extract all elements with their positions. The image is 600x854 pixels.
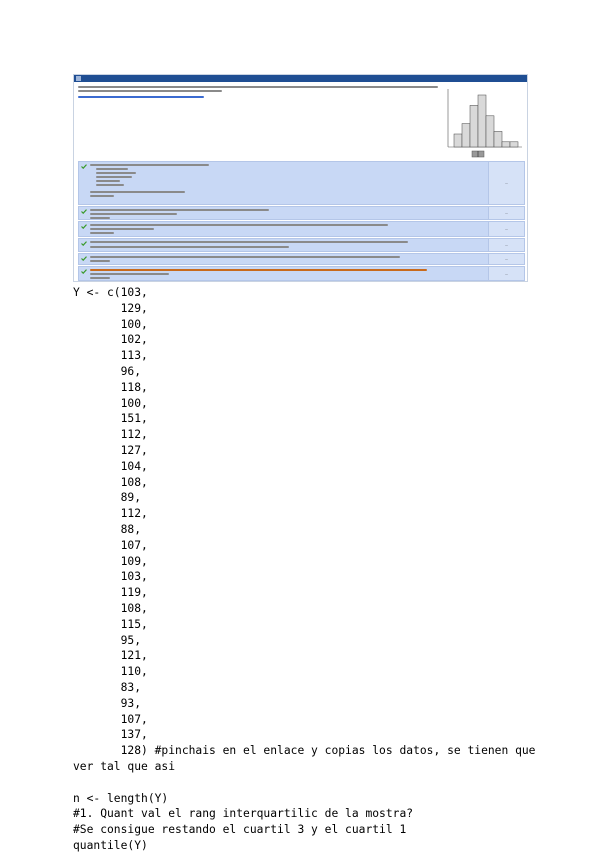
code-line: n <- length(Y) [73,791,169,805]
code-line: 115, [73,617,148,631]
code-line: 103, [73,570,148,584]
quiz-answer-5: — [488,254,524,264]
code-line: 109, [73,554,148,568]
quiz-question-2 [78,206,525,220]
quiz-header-icon [76,76,81,81]
code-line: 100, [73,396,148,410]
code-line: quantile(Y) [73,838,148,852]
code-line: 95, [73,633,142,647]
code-line: 88, [73,522,142,536]
histogram-bar [486,116,494,147]
code-line: 113, [73,349,148,363]
histogram-bar [454,134,462,147]
check-icon [81,164,87,169]
quiz-answer-6: — [488,267,524,280]
quiz-answer-1: — [488,162,524,204]
code-line: 121, [73,649,148,663]
quiz-question-4 [78,238,525,252]
code-line: 93, [73,696,142,710]
quiz-header-bar [74,75,527,82]
check-icon [81,269,87,274]
check-icon [81,241,87,246]
code-line: 119, [73,586,148,600]
histogram-bar [510,142,518,147]
code-line: ver tal que asi [73,759,176,773]
code-line: 89, [73,491,142,505]
code-line: 102, [73,333,148,347]
quiz-answer-2: — [488,207,524,219]
check-icon [81,256,87,261]
code-line: 110, [73,665,148,679]
quiz-intro-text [78,86,438,100]
code-line: 118, [73,380,148,394]
histogram-bar [462,124,470,147]
code-line: 100, [73,317,148,331]
check-icon [81,224,87,229]
histogram-bar [494,131,502,147]
code-line: 107, [73,538,148,552]
histogram-bar [502,142,510,147]
code-line: 83, [73,680,142,694]
code-line: 129, [73,301,148,315]
code-line: 104, [73,459,148,473]
code-line: 128) #pinchais en el enlace y copias los datos, se tienen que [73,744,536,758]
code-line: 108, [73,475,148,489]
code-line: 108, [73,601,148,615]
quiz-question-6 [78,266,525,281]
histogram-bar [470,105,478,147]
code-line: 127, [73,443,148,457]
code-line: #Se consigue restando el cuartil 3 y el cuartil 1 [73,823,407,837]
histogram-bar [478,95,486,147]
code-line: 96, [73,364,142,378]
quiz-histogram [442,85,524,159]
r-code-block [73,285,536,854]
code-line: 107, [73,712,148,726]
quiz-answer-4: — [488,239,524,251]
quiz-question-1 [78,161,525,205]
quiz-answer-3: — [488,222,524,236]
code-line: 112, [73,507,148,521]
code-line: #1. Quant val el rang interquartilic de la mostra? [73,807,414,821]
code-line: 112, [73,428,148,442]
check-icon [81,209,87,214]
code-line: 151, [73,412,148,426]
quiz-question-5 [78,253,525,265]
quiz-question-3 [78,221,525,237]
quiz-screenshot [73,74,528,282]
code-line: Y <- c(103, [73,286,148,299]
code-line: 137, [73,728,148,742]
